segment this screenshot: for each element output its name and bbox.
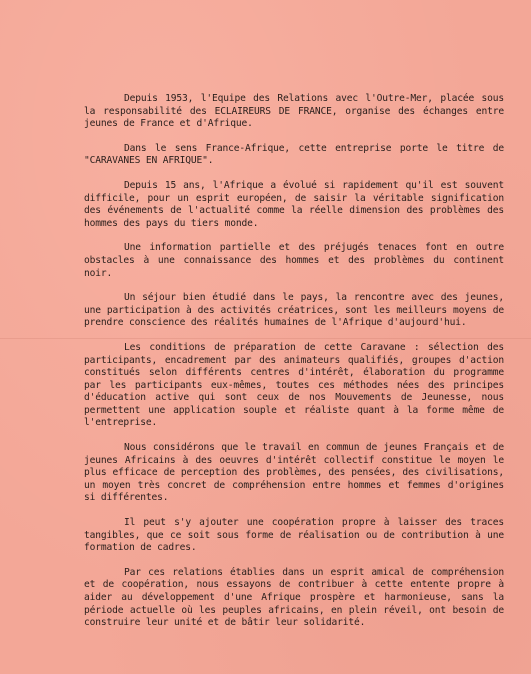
paragraph-conditions: Les conditions de préparation de cette Caravane : sélection des participants, encadrement par des animateurs qualifiés, groupes d'action constitués selon différents centres d'intérêt, élaboration du programme par les participants eux-mêmes, toutes ces méthodes nées des principes d'éducation active qui sont ceux de nos Mouvements de Jeunesse, nous permettent une application souple et réaliste quant à la forme même de l'entreprise. xyxy=(84,341,504,429)
paragraph-sejour: Un séjour bien étudié dans le pays, la rencontre avec des jeunes, une participation à des activités créatrices, sont les meilleurs moyens de prendre conscience des réalités humaines de l'Afrique d'aujourd'hui. xyxy=(84,292,504,329)
paragraph-title: Dans le sens France-Afrique, cette entreprise porte le titre de "CARAVANES EN AFRIQUE". xyxy=(84,142,504,167)
paragraph-relations: Par ces relations établies dans un esprit amical de compréhension et de coopération, nous essayons de contribuer à cette entente propre à aider au développement d'une Afrique prospère et harmonieuse, sans la période actuelle où les peuples africains, en plein réveil, ont besoin de construire leur unité et de bâtir leur solidarité. xyxy=(84,566,504,629)
paragraph-cooperation: Il peut s'y ajouter une coopération propre à laisser des traces tangibles, que ce soit sous forme de réalisation ou de contribution à une formation de cadres. xyxy=(84,517,504,554)
paragraph-history: Depuis 1953, l'Equipe des Relations avec l'Outre-Mer, placée sous la responsabilité des ECLAIREURS DE FRANCE, organise des échanges entre jeunes de France et d'Afrique. xyxy=(84,93,504,130)
paragraph-evolution: Depuis 15 ans, l'Afrique a évolué si rapidement qu'il est souvent difficile, pour un esprit européen, de saisir la véritable signification des événements de l'actualité comme la réelle dimension des problèmes des hommes des pays du tiers monde. xyxy=(84,179,504,229)
document-body xyxy=(84,93,504,630)
paragraph-obstacles: Une information partielle et des préjugés tenaces font en outre obstacles à une connaissance des hommes et des problèmes du continent noir. xyxy=(84,242,504,279)
paragraph-travail-commun: Nous considérons que le travail en commun de jeunes Français et de jeunes Africains à des oeuvres d'intérêt collectif constitue le moyen le plus efficace de perception des problèmes, des pensées, des civilisations, un moyen très concret de compréhension entre hommes et femmes d'origines si différentes. xyxy=(84,442,504,504)
